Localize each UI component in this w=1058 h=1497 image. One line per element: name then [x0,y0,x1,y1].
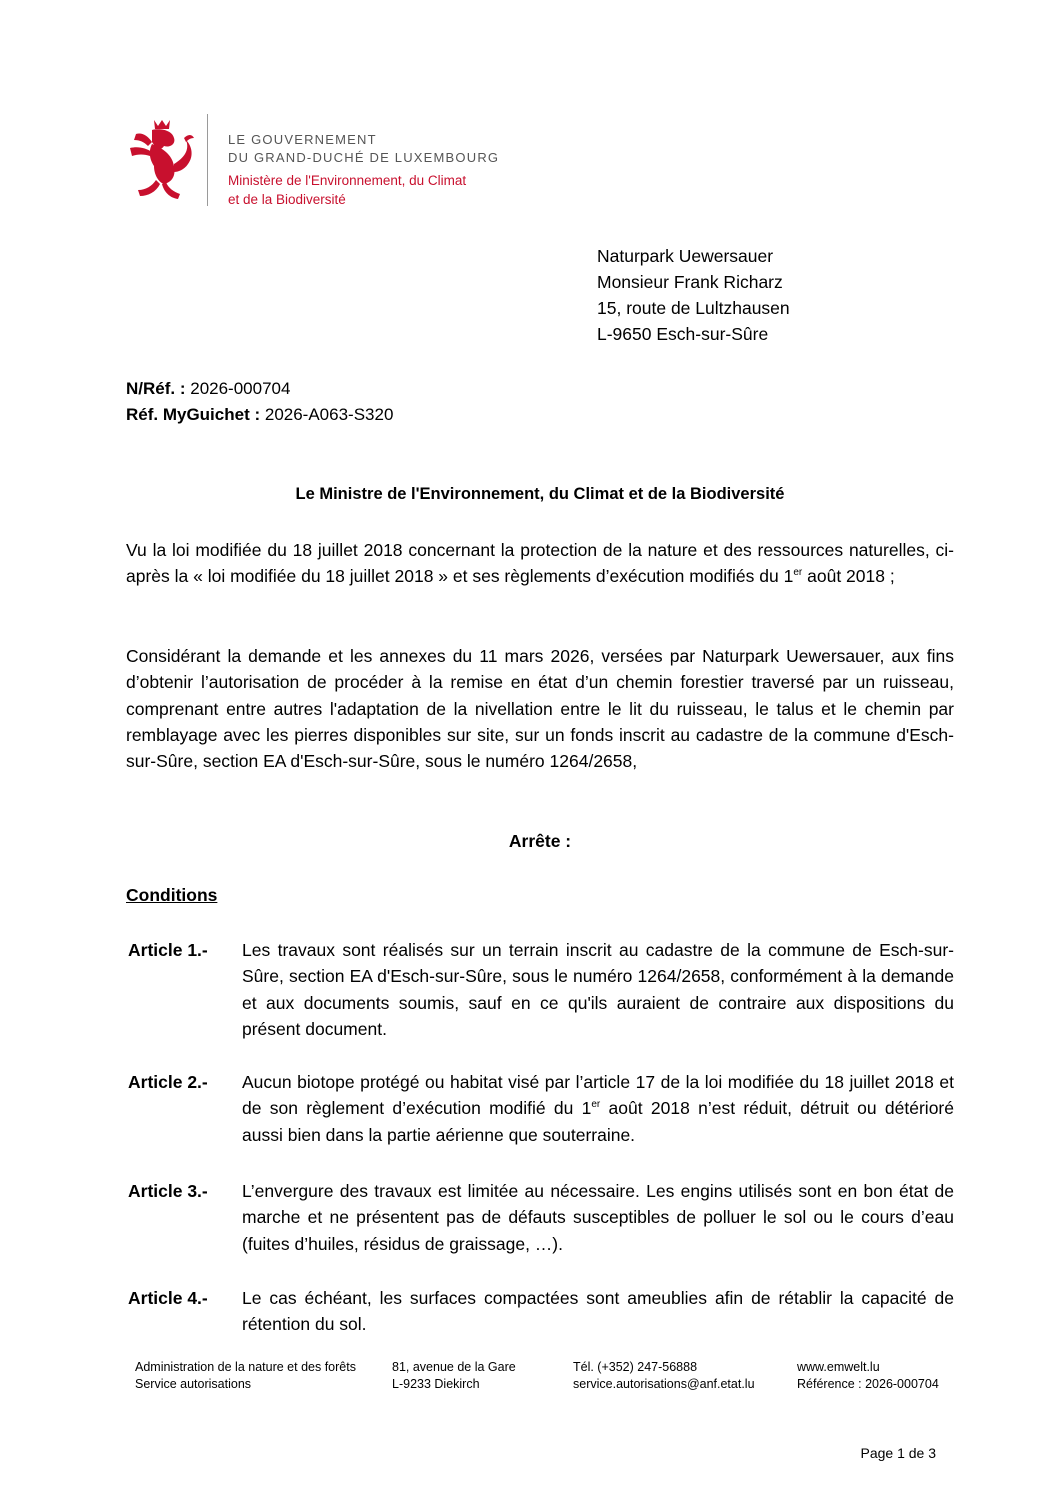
footer-contact [573,1359,755,1393]
vu-paragraph [126,537,954,590]
article-3-text: L’envergure des travaux est limitée au nécessaire. Les engins utilisés sont en bon état de marche et ne présentent pas de défauts susceptibles de polluer le sol ou le cours d’eau (fuites d’huiles, résidus de graissage, …). [242,1181,954,1254]
recipient-line-1: Naturpark Uewersauer [597,246,774,266]
vu-paragraph-end: du 1er août 2018 ; [759,566,895,587]
our-reference-value: 2026-000704 [190,379,291,398]
myguichet-reference-label: Réf. MyGuichet : [126,405,261,424]
document-title: Le Ministre de l'Environnement, du Climat et de la Biodiversité [295,485,785,503]
article-4-label: Article 4.- [128,1288,208,1308]
footer-street: 81, avenue de la Gare [392,1360,516,1374]
conditions-heading: Conditions [126,885,218,905]
footer-city: L-9233 Diekirch [392,1377,480,1391]
our-reference-label: N/Réf. : [126,379,186,398]
footer-reference: Référence : 2026-000704 [797,1377,939,1391]
footer-administration-name: Administration de la nature et des forêts [135,1360,356,1374]
luxembourg-red-lion-logo [128,118,194,200]
considerant-paragraph: Considérant la demande et les annexes du 11 mars 2026, versées par Naturpark Uewersauer, aux fins d’obtenir l’autorisation de procéder à la remise en état d’un chemin forestier traversé par un ruisseau, comprenant entre autres l'adaptation de la nivellation entre le lit du ruisseau, le talus et le chemin par remblayage avec les pierres disponibles sur site, sur un fonds inscrit au cadastre de la commune d'Esch-sur-Sûre, section EA d'Esch-sur-Sûre, sous le numéro 1264/2658, [126,646,954,772]
footer-email[interactable]: service.autorisations@anf.etat.lu [573,1377,755,1391]
article-2-label: Article 2.- [128,1072,208,1092]
recipient-line-4: L-9650 Esch-sur-Sûre [597,324,769,344]
footer-administration [135,1359,356,1393]
ministry-name-line-1: Ministère de l'Environnement, du Climat [228,173,467,188]
footer-web [797,1359,939,1393]
vu-paragraph-main: Vu la loi modifiée du 18 juillet 2018 concernant la protection de la nature et des ressources naturelles, ci-après la « loi modifiée du 18 juillet 2018 » et ses règlements d’exécution modifiés [126,540,954,587]
our-reference [126,378,290,400]
government-name-line-1: LE GOUVERNEMENT [228,132,377,147]
article-4-text: Le cas échéant, les surfaces compactées sont ameublies afin de rétablir la capacité de rétention du sol. [242,1288,954,1335]
article-2-text: Aucun biotope protégé ou habitat visé par l’article 17 de la loi modifiée du 18 juillet 2018 et de son règlement d’exécution modifié du 1er août 2018 n’est réduit, détruit ou détérioré aussi bien dans la partie aérienne que souterraine. [242,1072,954,1145]
header-divider [207,114,208,206]
government-name-line-2: DU GRAND-DUCHÉ DE LUXEMBOURG [228,150,500,165]
footer-service-name: Service autorisations [135,1377,252,1391]
footer-address [392,1359,516,1393]
article-1-text: Les travaux sont réalisés sur un terrain inscrit au cadastre de la commune de Esch-sur-Sûre, section EA d'Esch-sur-Sûre, sous le numéro 1264/2658, conformément à la demande et aux documents soumis, sauf en ce qu'ils auraient de contraire aux dispositions du présent document. [242,940,954,1039]
article-3-label: Article 3.- [128,1181,208,1201]
ministry-name-line-2: et de la Biodiversité [228,192,346,207]
myguichet-reference-value: 2026-A063-S320 [264,405,394,424]
footer-phone: Tél. (+352) 247-56888 [573,1360,698,1374]
article-1-label: Article 1.- [128,940,208,960]
recipient-line-3: 15, route de Lultzhausen [597,298,790,318]
arrete-heading: Arrête : [508,831,572,851]
recipient-line-2: Monsieur Frank Richarz [597,272,783,292]
page-number: Page 1 de 3 [860,1445,936,1461]
footer-website[interactable]: www.emwelt.lu [797,1360,880,1374]
myguichet-reference [126,404,393,426]
